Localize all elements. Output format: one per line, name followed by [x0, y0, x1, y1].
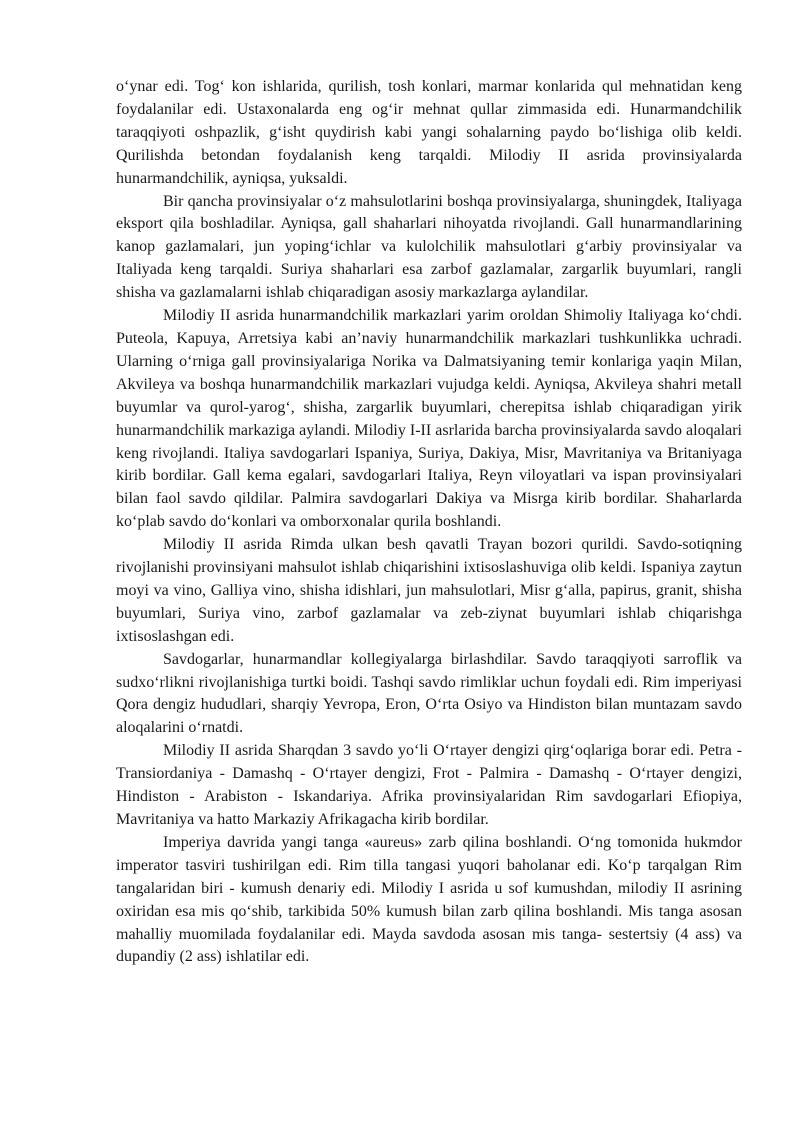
paragraph: Milodiy II asrida Rimda ulkan besh qavatli Trayan bozori qurildi. Savdo-sotiqning rivojlanishi provinsiyani mahsulot ishlab chiqarishini ixtisoslashuviga olib keldi. Ispaniya zaytun moyi va vino, Galliya vino, shisha idishlari, jun mahsulotlari, Misr g‘alla, papirus, granit, shisha buyumlari, Suriya vino, zarbof gazlamalar va zeb-ziynat buyumlari ishlab chiqarishga ixtisoslashgan edi.: [116, 536, 742, 645]
paragraph: Milodiy II asrida hunarmandchilik markazlari yarim oroldan Shimoliy Italiyaga ko‘chdi. Puteola, Kapuya, Arretsiya kabi an’naviy hunarmandchilik markazlari tushkunlikka uchradi. Ularning o‘rniga gall provinsiyalariga Norika va Dalmatsiyaning temir konlariga yaqin Milan, Akvileya va boshqa hunarmandchilik markazlari vujudga keldi. Ayniqsa, Akvileya shahri metall buyumlar va qurol-yarog‘, shisha, zargarlik buyumlari, cherepitsa ishlab chiqaradigan yirik hunarmandchilik markaziga aylandi. Milodiy I-II asrlarida barcha provinsiyalarda savdo aloqalari keng rivojlandi. Italiya savdogarlari Ispaniya, Suriya, Dakiya, Misr, Mavritaniya va Britaniyaga kirib bordilar. Gall kema egalari, savdogarlari Italiya, Reyn viloyatlari va ispan provinsiyalari bilan faol savdo qildilar. Palmira savdogarlari Dakiya va Misrga kirib bordilar. Shaharlarda ko‘plab savdo do‘konlari va omborxonalar qurila boshlandi.: [116, 307, 742, 531]
paragraph: Imperiya davrida yangi tanga «aureus» zarb qilina boshlandi. O‘ng tomonida hukmdor imperator tasviri tushirilgan edi. Rim tilla tangasi yuqori baholanar edi. Ko‘p tarqalgan Rim tangalaridan biri - kumush denariy edi. Milodiy I asrida u sof kumushdan, milodiy II asrining oxiridan esa mis qo‘shib, tarkibida 50% kumush bilan zarb qilina boshlandi. Mis tanga asosan mahalliy muomilada foydalanilar edi. Mayda savdoda asosan mis tanga- sestertsiy (4 ass) va dupandiy (2 ass) ishlatilar edi.: [116, 833, 742, 966]
paragraph: o‘ynar edi. Tog‘ kon ishlarida, qurilish, tosh konlari, marmar konlarida qul mehnatidan keng foydalanilar edi. Ustaxonalarda eng og‘ir mehnat qullar zimmasida edi. Hunarmandchilik taraqqiyoti oshpazlik, g‘isht quydirish kabi yangi sohalarning paydo bo‘lishiga olib keldi. Qurilishda betondan foydalanish keng tarqaldi. Milodiy II asrida provinsiyalarda hunarmandchilik, ayniqsa, yuksaldi.: [116, 78, 742, 187]
paragraph: Savdogarlar, hunarmandlar kollegiyalarga birlashdilar. Savdo taraqqiyoti sarroflik va sudxo‘rlikni rivojlanishiga turtki boidi. Tashqi savdo rimliklar uchun foydali edi. Rim imperiyasi Qora dengiz hududlari, sharqiy Yevropa, Eron, O‘rta Osiyo va Hindiston bilan muntazam savdo aloqalarini o‘rnatdi.: [116, 650, 742, 737]
paragraph: Bir qancha provinsiyalar o‘z mahsulotlarini boshqa provinsiyalarga, shuningdek, Italiyaga eksport qila boshladilar. Ayniqsa, gall shaharlari nihoyatda rivojlandi. Gall hunarmandlarining kanop gazlamalari, jun yoping‘ichlar va kulolchilik mahsulotlari g‘arbiy provinsiyalar va Italiyada keng tarqaldi. Suriya shaharlari esa zarbof gazlamalar, zargarlik buyumlari, rangli shisha va gazlamalarni ishlab chiqaradigan asosiy markazlarga aylandilar.: [116, 192, 742, 302]
paragraph: Milodiy II asrida Sharqdan 3 savdo yo‘li O‘rtayer dengizi qirg‘oqlariga borar edi. Petra - Transiordaniya - Damashq - O‘rtayer dengizi, Frot - Palmira - Damashq - O‘rtayer dengizi, Hindiston - Arabiston - Iskandariya. Afrika provinsiyalaridan Rim savdogarlari Efiopiya, Mavritaniya va hatto Markaziy Afrikagacha kirib bordilar.: [116, 742, 742, 828]
document-page: [116, 76, 742, 969]
